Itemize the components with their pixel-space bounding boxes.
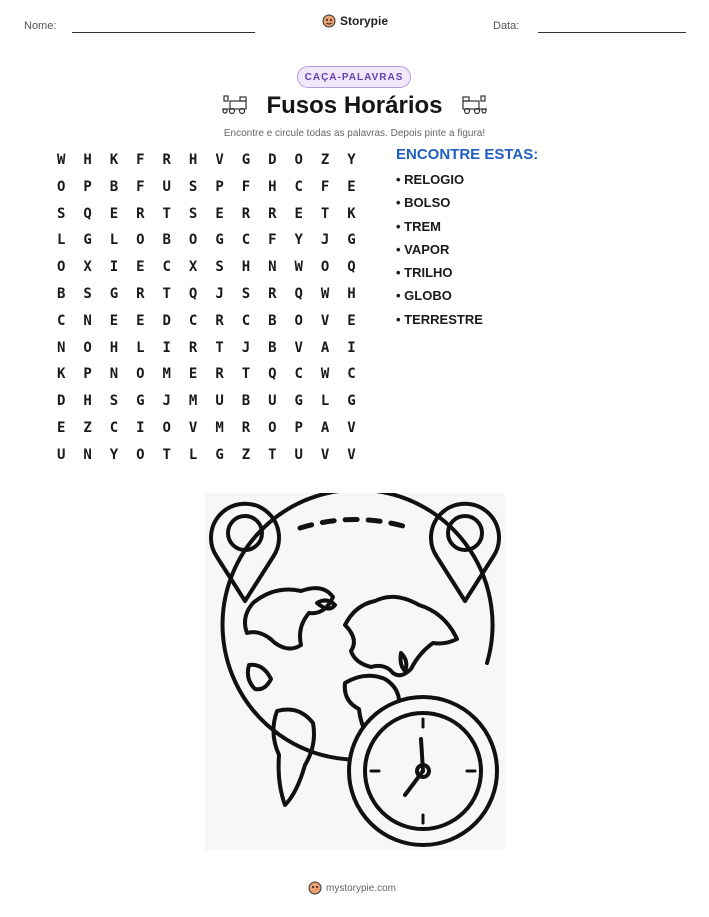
grid-letter[interactable]: V [188,419,198,436]
grid-letter[interactable]: C [162,259,171,276]
word-item: • GLOBO [396,288,452,304]
grid-letter[interactable]: R [188,339,198,356]
grid-letter[interactable]: C [241,312,251,329]
grid-letter[interactable]: G [109,285,119,302]
grid-letter[interactable]: L [136,339,145,356]
grid-letter[interactable]: R [268,205,277,222]
grid-letter[interactable]: O [320,259,330,276]
grid-letter[interactable]: N [56,339,66,356]
grid-letter[interactable]: S [188,205,198,222]
grid-letter[interactable]: F [241,178,251,195]
grid-letter[interactable]: Q [347,259,356,276]
grid-letter[interactable]: F [136,152,145,168]
grid-letter[interactable]: P [215,178,224,195]
grid-letter[interactable]: N [83,312,92,329]
grid-letter[interactable]: W [294,259,303,276]
grid-letter[interactable]: Y [109,446,119,463]
grid-letter[interactable]: W [56,152,66,168]
grid-letter[interactable]: O [162,419,171,436]
word-item: • VAPOR [396,241,450,257]
grid-letter[interactable]: V [347,446,356,463]
grid-letter[interactable]: D [56,393,66,410]
grid-letter[interactable]: E [347,178,356,195]
brand-name: Storypie [340,14,389,28]
grid-letter[interactable]: C [56,312,66,329]
grid-letter[interactable]: E [56,419,66,436]
grid-letter[interactable]: O [56,259,66,276]
grid-letter[interactable]: B [162,232,171,249]
grid-letter[interactable]: R [136,285,145,302]
grid-letter[interactable]: R [136,205,145,222]
grid-letter[interactable]: U [268,393,277,410]
grid-letter[interactable]: Z [83,419,92,436]
grid-letter[interactable]: N [268,259,277,276]
grid-letter[interactable]: C [109,419,119,436]
grid-letter[interactable]: T [268,446,277,463]
date-label: Data: [493,20,520,32]
coloring-figure[interactable] [205,493,505,850]
grid-letter[interactable]: R [241,419,251,436]
grid-letter[interactable]: G [347,232,356,249]
word-list [396,172,483,335]
grid-letter[interactable]: I [162,339,171,356]
grid-letter[interactable]: H [109,339,119,356]
grid-letter[interactable]: T [162,205,171,222]
grid-letter[interactable]: E [294,205,303,222]
grid-letter[interactable]: P [83,178,92,195]
word-item: • TREM [396,218,441,234]
grid-letter[interactable]: E [109,205,119,222]
grid-letter[interactable]: S [241,285,251,302]
grid-letter[interactable]: E [215,205,224,222]
brand [322,14,388,28]
grid-letter[interactable]: F [136,178,145,195]
grid-letter[interactable]: W [320,366,330,383]
grid-letter[interactable]: B [56,285,66,302]
grid-letter[interactable]: M [188,393,198,410]
instructions: Encontre e circule todas as palavras. Depois pinte a figura! [223,128,486,139]
grid-letter[interactable]: S [56,205,66,222]
grid-letter[interactable]: R [241,205,251,222]
grid-letter[interactable]: B [268,339,277,356]
page-title: Fusos Horários [266,92,443,119]
route-line [300,520,410,529]
grid-letter[interactable]: Z [241,446,251,463]
grid-letter[interactable]: O [136,446,145,463]
grid-letter[interactable]: H [347,285,356,302]
grid-letter[interactable]: E [136,312,145,329]
grid-letter[interactable]: L [56,232,66,249]
grid-letter[interactable]: C [188,312,198,329]
grid-letter[interactable]: Z [320,152,330,168]
grid-letter[interactable]: E [188,366,198,383]
grid-letter[interactable]: O [136,232,145,249]
grid-letter[interactable]: E [136,259,145,276]
steam-train-icon [459,95,489,115]
grid-letter[interactable]: S [83,285,92,302]
grid-letter[interactable]: A [320,339,330,356]
grid-letter[interactable]: D [268,152,277,168]
grid-letter[interactable]: V [215,152,224,168]
grid-letter[interactable]: K [56,366,66,383]
grid-letter[interactable]: Q [268,366,277,383]
grid-letter[interactable]: S [109,393,119,410]
grid-letter[interactable]: W [320,285,330,302]
grid-letter[interactable]: H [268,178,277,195]
grid-letter[interactable]: A [320,419,330,436]
grid-letter[interactable]: T [215,339,224,356]
grid-letter[interactable]: N [109,366,119,383]
grid-letter[interactable]: K [109,152,119,168]
grid-letter[interactable]: L [188,446,198,463]
grid-letter[interactable]: C [241,232,251,249]
grid-letter[interactable]: I [347,339,356,356]
footer-url[interactable]: mystorypie.com [326,882,397,894]
grid-letter[interactable]: T [162,285,171,302]
grid-letter[interactable]: Q [83,205,92,222]
grid-letter[interactable]: G [215,232,224,249]
grid-letter[interactable]: F [320,178,330,195]
grid-letter[interactable]: U [56,446,66,463]
grid-letter[interactable]: U [162,178,171,195]
storypie-logo-icon [322,14,336,28]
word-item: • RELOGIO [396,172,465,187]
grid-letter[interactable]: S [188,178,198,195]
storypie-logo-icon [308,881,322,895]
footer [308,881,396,895]
grid-letter[interactable]: H [83,393,92,410]
grid-letter[interactable]: D [162,312,171,329]
grid-letter[interactable]: B [109,178,119,195]
grid-letter[interactable]: E [109,312,119,329]
grid-letter[interactable]: E [347,312,356,329]
grid-letter[interactable]: F [268,232,277,249]
grid-letter[interactable]: P [83,366,92,383]
word-item: • TERRESTRE [396,311,483,327]
grid-letter[interactable]: N [83,446,92,463]
grid-letter[interactable]: Y [347,152,356,168]
grid-letter[interactable]: G [83,232,92,249]
grid-letter[interactable]: C [347,366,356,383]
grid-letter[interactable]: C [294,178,303,195]
grid-letter[interactable]: J [162,393,171,410]
grid-letter[interactable]: G [347,393,356,410]
globe-clock-illustration [205,493,505,850]
word-item: • TRILHO [396,265,453,281]
grid-letter[interactable]: R [215,366,224,383]
grid-letter[interactable]: H [241,259,251,276]
grid-letter[interactable]: G [215,446,224,463]
grid-letter[interactable]: S [215,259,224,276]
name-line[interactable] [72,32,255,33]
grid-letter[interactable]: R [215,312,224,329]
grid-letter[interactable]: T [241,366,251,383]
grid-letter[interactable]: C [294,366,303,383]
date-line[interactable] [538,32,686,33]
grid-letter[interactable]: O [188,232,198,249]
grid-letter[interactable]: V [320,446,330,463]
grid-letter[interactable]: R [162,152,171,168]
grid-letter[interactable]: V [347,419,356,436]
grid-letter[interactable]: J [320,232,330,249]
grid-letter[interactable]: O [294,312,303,329]
grid-letter[interactable]: M [215,419,224,436]
grid-letter[interactable]: R [268,285,277,302]
grid-letter[interactable]: O [56,178,66,195]
grid-letter[interactable]: X [188,259,198,276]
grid-letter[interactable]: H [83,152,92,168]
grid-letter[interactable]: B [268,312,277,329]
grid-letter[interactable]: B [241,393,251,410]
grid-letter[interactable]: X [83,259,92,276]
grid-letter[interactable]: K [347,205,356,222]
word-search-grid[interactable] [48,147,365,469]
word-item: • BOLSO [396,195,451,211]
grid-letter[interactable]: I [136,419,145,436]
category-badge: CAÇA-PALAVRAS [297,66,411,88]
grid-letter[interactable]: Y [294,232,303,249]
grid-letter[interactable]: T [162,446,171,463]
grid-letter[interactable]: V [320,312,330,329]
grid-letter[interactable]: O [136,366,145,383]
grid-letter[interactable]: Q [294,285,303,302]
grid-letter[interactable]: L [109,232,119,249]
grid-letter[interactable]: U [215,393,224,410]
grid-letter[interactable]: Q [188,285,198,302]
grid-letter[interactable]: J [215,285,224,302]
grid-letter[interactable]: I [109,259,119,276]
grid-letter[interactable]: T [320,205,330,222]
grid-letter[interactable]: V [294,339,303,356]
grid-letter[interactable]: J [241,339,251,356]
grid-letter[interactable]: O [268,419,277,436]
grid-letter[interactable]: G [241,152,251,168]
grid-letter[interactable]: O [294,152,303,168]
grid-letter[interactable]: L [320,393,330,410]
grid-letter[interactable]: G [136,393,145,410]
grid-letter[interactable]: H [188,152,198,168]
name-label: Nome: [24,20,57,32]
grid-letter[interactable]: P [294,419,303,436]
grid-letter[interactable]: M [162,366,171,383]
grid-letter[interactable]: O [83,339,92,356]
word-list-title: ENCONTRE ESTAS: [396,146,539,163]
grid-letter[interactable]: G [294,393,303,410]
grid-letter[interactable]: U [294,446,303,463]
